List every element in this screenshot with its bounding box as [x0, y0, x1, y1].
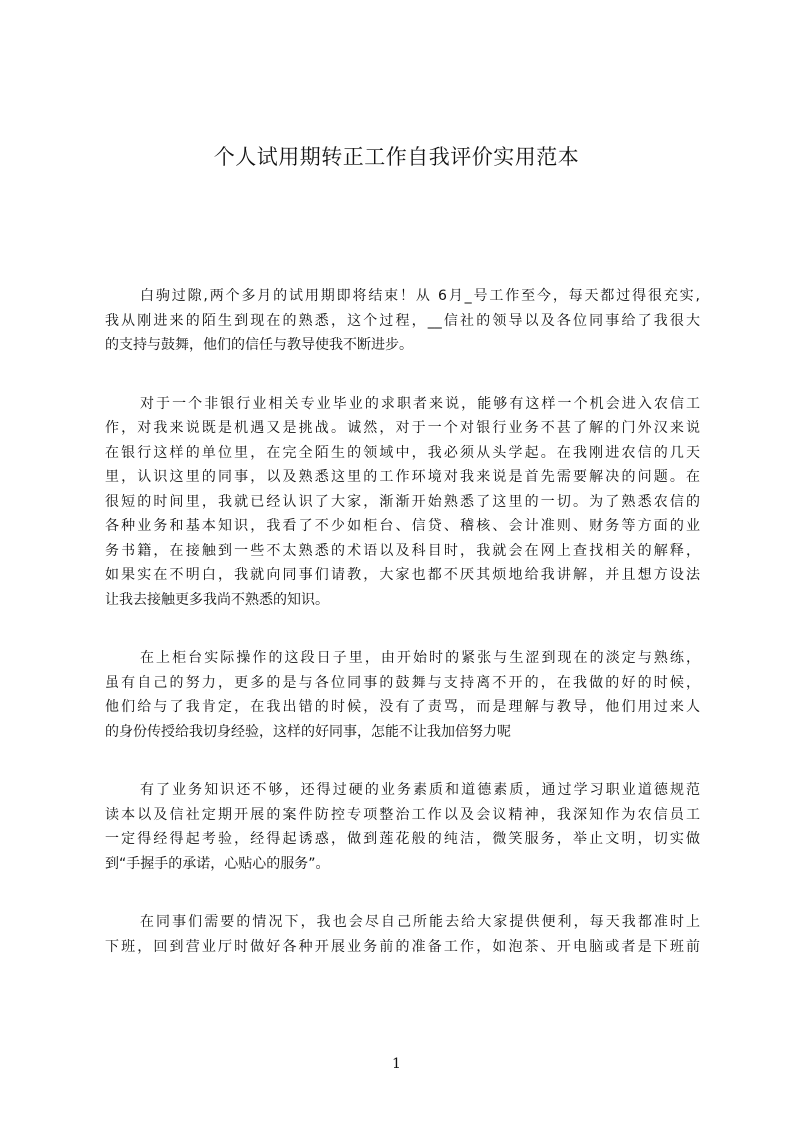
paragraph [105, 778, 700, 876]
paragraph-line: 的支持与鼓舞，他们的信任与教导使我不断进步。 [105, 337, 413, 353]
paragraph-line: 我从刚进来的陌生到现在的熟悉，这个过程，__信社的领导以及各位同事给了我很大 [105, 312, 700, 329]
paragraph-line: 的身份传授给我切身经验，这样的好同事，怎能不让我加倍努力呢 [105, 723, 511, 740]
paragraph-line: 很短的时间里，我就已经认识了大家，渐渐开始熟悉了这里的一切。为了熟悉农信的 [105, 493, 700, 510]
page-number: 1 [392, 1056, 401, 1072]
paragraph-line: 虽有自己的努力，更多的是与各位同事的鼓舞与支持离不开的，在我做的好的时候， [105, 674, 700, 691]
paragraph [105, 646, 700, 744]
paragraph-line: 在同事们需要的情况下，我也会尽自己所能去给大家提供便利，每天我都准时上 [140, 914, 700, 930]
paragraph-line: 让我去接触更多我尚不熟悉的知识。 [105, 591, 329, 608]
document-body [105, 284, 700, 993]
paragraph-line: 读本以及信社定期开展的案件防控专项整治工作以及会议精神，我深知作为农信员工 [105, 806, 700, 823]
paragraph-line: 在银行这样的单位里，在完全陌生的领域中，我必须从头学起。在我刚进农信的几天 [105, 444, 700, 461]
paragraph-line: 作，对我来说既是机遇又是挑战。诚然，对于一个对银行业务不甚了解的门外汉来说 [105, 420, 700, 436]
paragraph-line: 务书籍，在接触到一些不太熟悉的术语以及科目时，我就会在网上查找相关的解释， [105, 542, 700, 559]
paragraph-line: 到“手握手的承诺，心贴心的服务”。 [105, 855, 330, 872]
paragraph-line: 一定得经得起考验，经得起诱惑，做到莲花般的纯洁，微笑服务，举止文明，切实做 [105, 831, 700, 847]
paragraph [105, 910, 700, 959]
paragraph-line: 里，认识这里的同事，以及熟悉这里的工作环境对我来说是首先需要解决的问题。在 [105, 469, 700, 485]
paragraph-line: 在上柜台实际操作的这段日子里，由开始时的紧张与生涩到现在的淡定与熟练， [140, 650, 700, 666]
paragraph [105, 284, 700, 358]
document-title: 个人试用期转正工作自我评价实用范本 [213, 145, 580, 169]
paragraph-line: 白驹过隙,两个多月的试用期即将结束！从 6月_号工作至今，每天都过得很充实, [140, 288, 700, 304]
paragraph-line: 有了业务知识还不够，还得过硬的业务素质和道德素质，通过学习职业道德规范 [140, 782, 700, 798]
paragraph-line: 他们给与了我肯定，在我出错的时候，没有了责骂，而是理解与教导，他们用过来人 [105, 699, 700, 715]
paragraph-line: 如果实在不明白，我就向同事们请教，大家也都不厌其烦地给我讲解，并且想方设法 [105, 567, 700, 583]
paragraph-line: 对于一个非银行业相关专业毕业的求职者来说，能够有这样一个机会进入农信工 [140, 395, 700, 412]
paragraph-line: 下班，回到营业厅时做好各种开展业务前的准备工作，如泡茶、开电脑或者是下班前 [105, 938, 700, 955]
paragraph [105, 392, 700, 613]
paragraph-line: 各种业务和基本知识，我看了不少如柜台、信贷、稽核、会计准则、财务等方面的业 [105, 518, 700, 534]
